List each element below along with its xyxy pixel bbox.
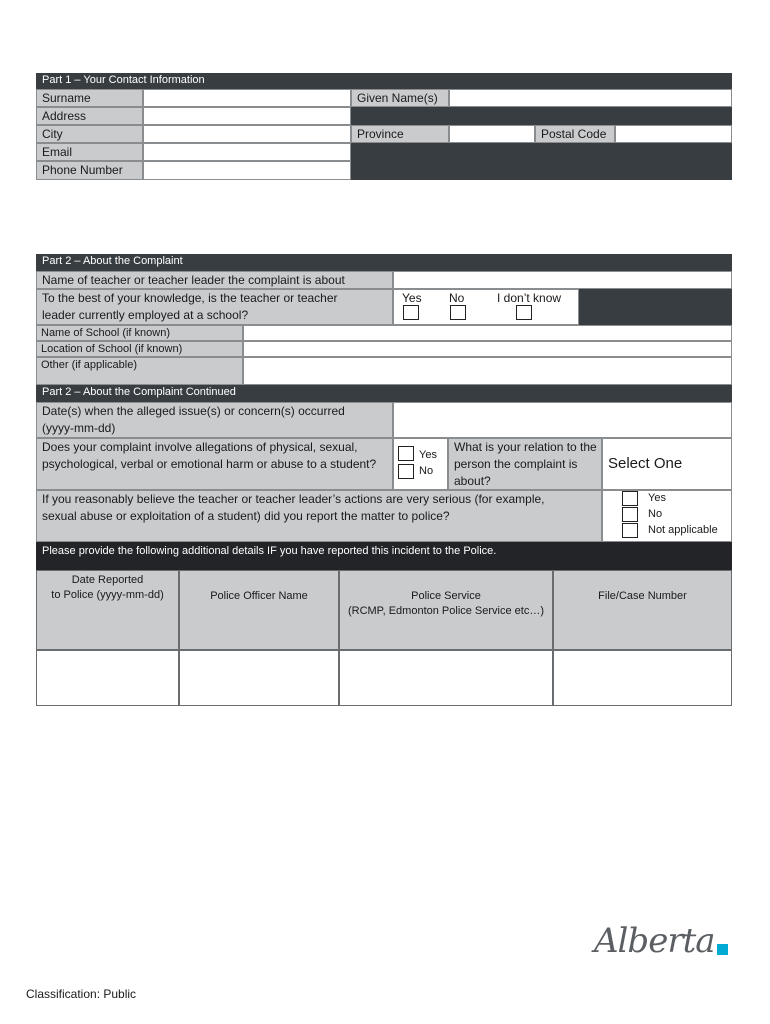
police-no-label: No xyxy=(648,508,663,520)
harm-yes-label: Yes xyxy=(419,449,437,461)
police-details-header: Please provide the following additional details IF you have reported this incident to the Police. xyxy=(36,542,732,570)
col-date-line2: to Police (yyyy-mm-dd) xyxy=(51,589,164,601)
given-names-label: Given Name(s) xyxy=(351,89,449,107)
col-file-number: File/Case Number xyxy=(553,570,732,650)
harm-no-checkbox[interactable] xyxy=(398,464,414,479)
dates-input[interactable] xyxy=(393,402,732,438)
city-label: City xyxy=(36,125,143,143)
school-name-label: Name of School (if known) xyxy=(36,325,243,341)
teacher-name-input[interactable] xyxy=(393,271,732,289)
harm-yes-checkbox[interactable] xyxy=(398,446,414,461)
alberta-logo: Alberta xyxy=(594,921,715,961)
employed-yes-checkbox[interactable] xyxy=(403,305,419,320)
province-label: Province xyxy=(351,125,449,143)
col-police-service xyxy=(339,570,553,650)
harm-no-label: No xyxy=(419,465,434,477)
police-no-checkbox[interactable] xyxy=(622,507,638,522)
relation-question: What is your relation to the person the complaint is about? xyxy=(448,438,602,490)
classification-label: Classification: Public xyxy=(26,987,137,1001)
address-input[interactable] xyxy=(143,107,351,125)
employed-dont-know-label: I don’t know xyxy=(497,291,562,305)
part2-continued-header: Part 2 – About the Complaint Continued xyxy=(36,385,732,402)
date-reported-input[interactable] xyxy=(36,650,179,706)
postal-code-label: Postal Code xyxy=(535,125,615,143)
address-filler xyxy=(351,107,732,125)
contact-filler xyxy=(351,143,732,180)
part1-header: Part 1 – Your Contact Information xyxy=(36,73,732,89)
police-na-label: Not applicable xyxy=(648,524,718,536)
school-location-label: Location of School (if known) xyxy=(36,341,243,357)
police-na-checkbox[interactable] xyxy=(622,523,638,538)
harm-question: Does your complaint involve allegations of physical, sexual, psychological, verbal or emotional harm or abuse to a student? xyxy=(36,438,393,490)
col-service-line1: Police Service xyxy=(411,590,481,602)
employed-filler xyxy=(579,289,732,325)
col-service-line2: (RCMP, Edmonton Police Service etc…) xyxy=(347,605,545,617)
employed-no-checkbox[interactable] xyxy=(450,305,466,320)
phone-input[interactable] xyxy=(143,161,351,180)
teacher-name-label: Name of teacher or teacher leader the complaint is about xyxy=(36,271,393,289)
alberta-logo-mark xyxy=(717,944,728,955)
province-input[interactable] xyxy=(449,125,535,143)
surname-input[interactable] xyxy=(143,89,351,107)
part2-header: Part 2 – About the Complaint xyxy=(36,254,732,271)
police-yes-checkbox[interactable] xyxy=(622,491,638,506)
postal-code-input[interactable] xyxy=(615,125,732,143)
address-label: Address xyxy=(36,107,143,125)
school-name-input[interactable] xyxy=(243,325,732,341)
col-date-reported xyxy=(36,570,179,650)
school-location-input[interactable] xyxy=(243,341,732,357)
relation-select[interactable]: Select One xyxy=(602,438,732,490)
employed-dont-know-checkbox[interactable] xyxy=(516,305,532,320)
surname-label: Surname xyxy=(36,89,143,107)
employed-question: To the best of your knowledge, is the teacher or teacher leader currently employed at a school? xyxy=(36,289,393,325)
officer-name-input[interactable] xyxy=(179,650,339,706)
police-question: If you reasonably believe the teacher or teacher leader’s actions are very serious (for example, sexual abuse or exploitation of a student) did you report the matter to police? xyxy=(36,490,602,542)
col-date-line1: Date Reported xyxy=(71,574,144,586)
dates-question: Date(s) when the alleged issue(s) or concern(s) occurred (yyyy-mm-dd) xyxy=(36,402,393,438)
col-officer-name: Police Officer Name xyxy=(179,570,339,650)
other-input[interactable] xyxy=(243,357,732,385)
phone-label: Phone Number xyxy=(36,161,143,180)
email-input[interactable] xyxy=(143,143,351,161)
employed-no-label: No xyxy=(449,291,465,305)
given-names-input[interactable] xyxy=(449,89,732,107)
police-yes-label: Yes xyxy=(648,492,666,504)
file-number-input[interactable] xyxy=(553,650,732,706)
city-input[interactable] xyxy=(143,125,351,143)
other-label: Other (if applicable) xyxy=(36,357,243,385)
employed-yes-label: Yes xyxy=(402,291,422,305)
police-service-input[interactable] xyxy=(339,650,553,706)
email-label: Email xyxy=(36,143,143,161)
